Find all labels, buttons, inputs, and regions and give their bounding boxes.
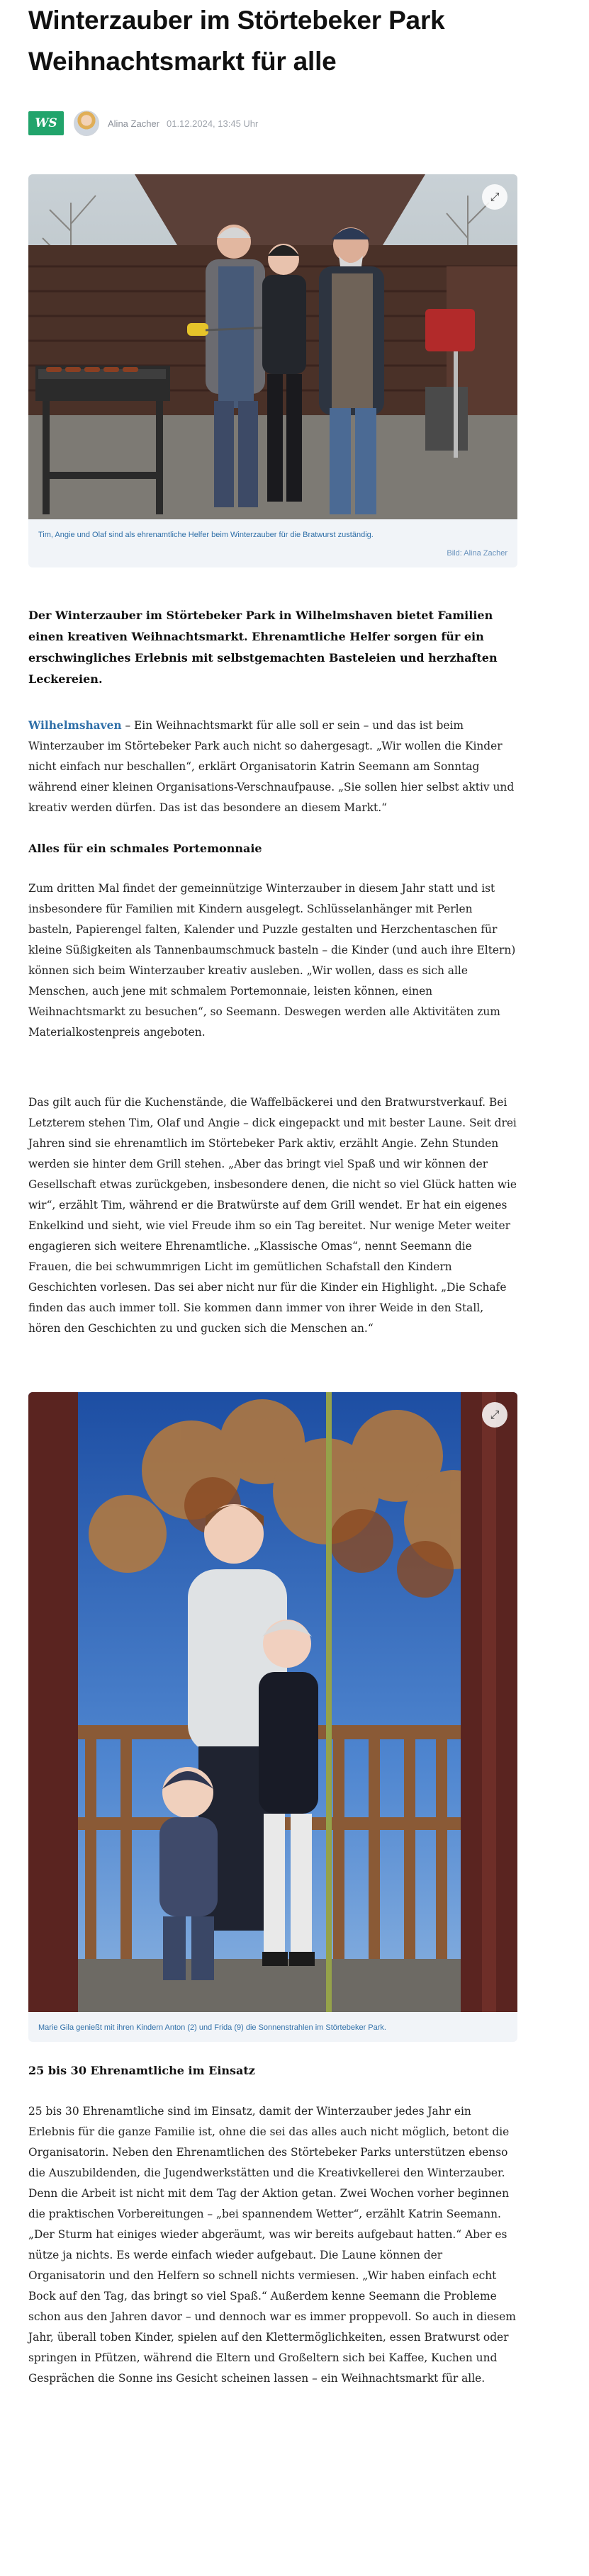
figure-grill [28,174,517,567]
author-avatar[interactable] [74,111,99,136]
headline-line-1: Winterzauber im Störtebeker Park [28,6,445,35]
publisher-logo[interactable]: WS [28,111,64,135]
article [28,0,517,2385]
photo-grill-volunteers[interactable] [28,174,517,519]
paragraph-2: Zum dritten Mal findet der gemeinnützige Winterzauber in diesem Jahr statt und ist insbesondere für Familien mit Kindern ausgelegt. Schlüsselanhänger mit Perlen basteln, Papierengel falten, Kalender und Puzzle gestalten und Herzchentaschen für kleine Süßigkeiten als Tannenbaumschmuck basteln – die Kinder (und auch ihre Eltern) können sich beim Winterzauber kreativ ausleben. „Wir wollen, dass es sich alle Menschen, auch jene mit schmalem Portemonnaie, leisten können, einen Weihnachtsmarkt zu besuchen“, so Seemann. Deswegen werden alle Aktivitäten zum Materialkostenpreis angeboten. [28,882,516,1039]
photo-family[interactable] [28,1392,517,2012]
expand-icon[interactable]: ⤢ [482,184,507,210]
expand-icon[interactable]: ⤢ [482,1402,507,1428]
paragraph-4: 25 bis 30 Ehrenamtliche sind im Einsatz, damit der Winterzauber jedes Jahr ein Erlebnis für die ganze Familie ist, ohne die sei das alles auch nicht möglich, betont die Organisatorin. Neben den Ehrenamtlichen des Störtebeker Parks unterstützen ebenso die Auszubildenden, die Jugendwerkstätten und die Kreativkellerei den Winterzauber. Denn die Arbeit ist nicht mit dem Tag der Aktion getan. Zwei Wochen vorher beginnen die praktischen Vorbereitungen – „bei spannendem Wetter“, erzählt Katrin Seemann. „Der Sturm hat einiges wieder abgeräumt, was wir bereits aufgebaut hatten.“ Aber es nütze ja nichts. Es werde einfach wieder aufgebaut. Die Laune können der Organisatorin und den Helfern so schnell nichts vermiesen. „Wir haben einfach echt Bock auf den Tag, das bringt so viel Spaß.“ Außerdem kenne Seemann die Probleme schon aus den Jahren davor – und dennoch war es immer proppevoll. So auch in diesem Jahr, überall toben Kinder, spielen auf den Klettermöglichkeiten, essen Bratwurst oder springen in Pfützen, während die Eltern und Großeltern sich bei Kaffee, Kuchen und Gesprächen die Sonne ins Gesicht scheinen lassen – ein Weihnachtsmarkt für alle. [28,2105,516,2385]
paragraph-1 [28,716,517,818]
paragraph-1-text: – Ein Weihnachtsmarkt für alle soll er sein – und das ist beim Winterzauber im Störtebeker Park auch nicht so dahergesagt. „Wir wollen die Kinder nicht einfach nur beschallen“, erklärt Organisatorin Katrin Seemann am Sonntag während einer kleinen Organisations-Verschnaufpause. „Sie sollen hier selbst aktiv und kreativ werden dürfen. Das ist das besondere an diesem Markt.“ [28,719,515,814]
byline [28,108,258,139]
figure-family [28,1392,517,2042]
headline-line-2: Weihnachtsmarkt für alle [28,47,337,76]
photo-credit: Bild: Alina Zacher [447,549,507,558]
author-name[interactable]: Alina Zacher [108,118,159,129]
subheading-1: Alles für ein schmales Portemonnaie [28,842,262,855]
figure-caption: Tim, Angie und Olaf sind als ehrenamtliche Helfer beim Winterzauber für die Bratwurst zuständig. [38,531,374,539]
figure-caption: Marie Gila genießt mit ihren Kindern Anton (2) und Frida (9) die Sonnenstrahlen im Störtebeker Park. [38,2023,386,2032]
article-lead: Der Winterzauber im Störtebeker Park in Wilhelmshaven bietet Familien einen kreativen Weihnachtsmarkt. Ehrenamtliche Helfer sorgen für ein erschwingliches Erlebnis mit selbstgemachten Basteleien und herzhaften Leckereien. [28,609,498,686]
city-link[interactable]: Wilhelmshaven [28,719,122,732]
article-headline [28,0,517,82]
publish-date: 01.12.2024, 13:45 Uhr [166,118,259,129]
paragraph-3: Das gilt auch für die Kuchenstände, die Waffelbäckerei und den Bratwurstverkauf. Bei Letzterem stehen Tim, Olaf und Angie – dick eingepackt und mit bester Laune. Seit drei Jahren sind sie ehrenamtlich im Störtebeker Park aktiv, erzählt Angie. Zehn Stunden werden sie hinter dem Grill stehen. „Aber das bringt viel Spaß und wir können der Gesellschaft etwas zurückgeben, insbesondere denen, die nicht so viel Glück hatten wie wir“, erzählt Tim, während er die Bratwürste auf dem Grill wendet. Er hat ein eigenes Enkelkind und sieht, wie viel Freude ihm so ein Tag bereitet. Nur wenige Meter weiter engagieren sich weitere Ehrenamtliche. „Klassische Omas“, nennt Seemann die Frauen, die bei schwummrigen Licht im gemütlichen Schafstall den Kindern Geschichten vorlesen. Das sei aber nicht nur für die Kinder ein Highlight. „Die Schafe finden das auch immer toll. Sie kommen dann immer von ihrer Weide in den Stall, hören den Geschichten zu und gucken sich die Menschen an.“ [28,1096,517,1335]
subheading-2: 25 bis 30 Ehrenamtliche im Einsatz [28,2064,255,2077]
